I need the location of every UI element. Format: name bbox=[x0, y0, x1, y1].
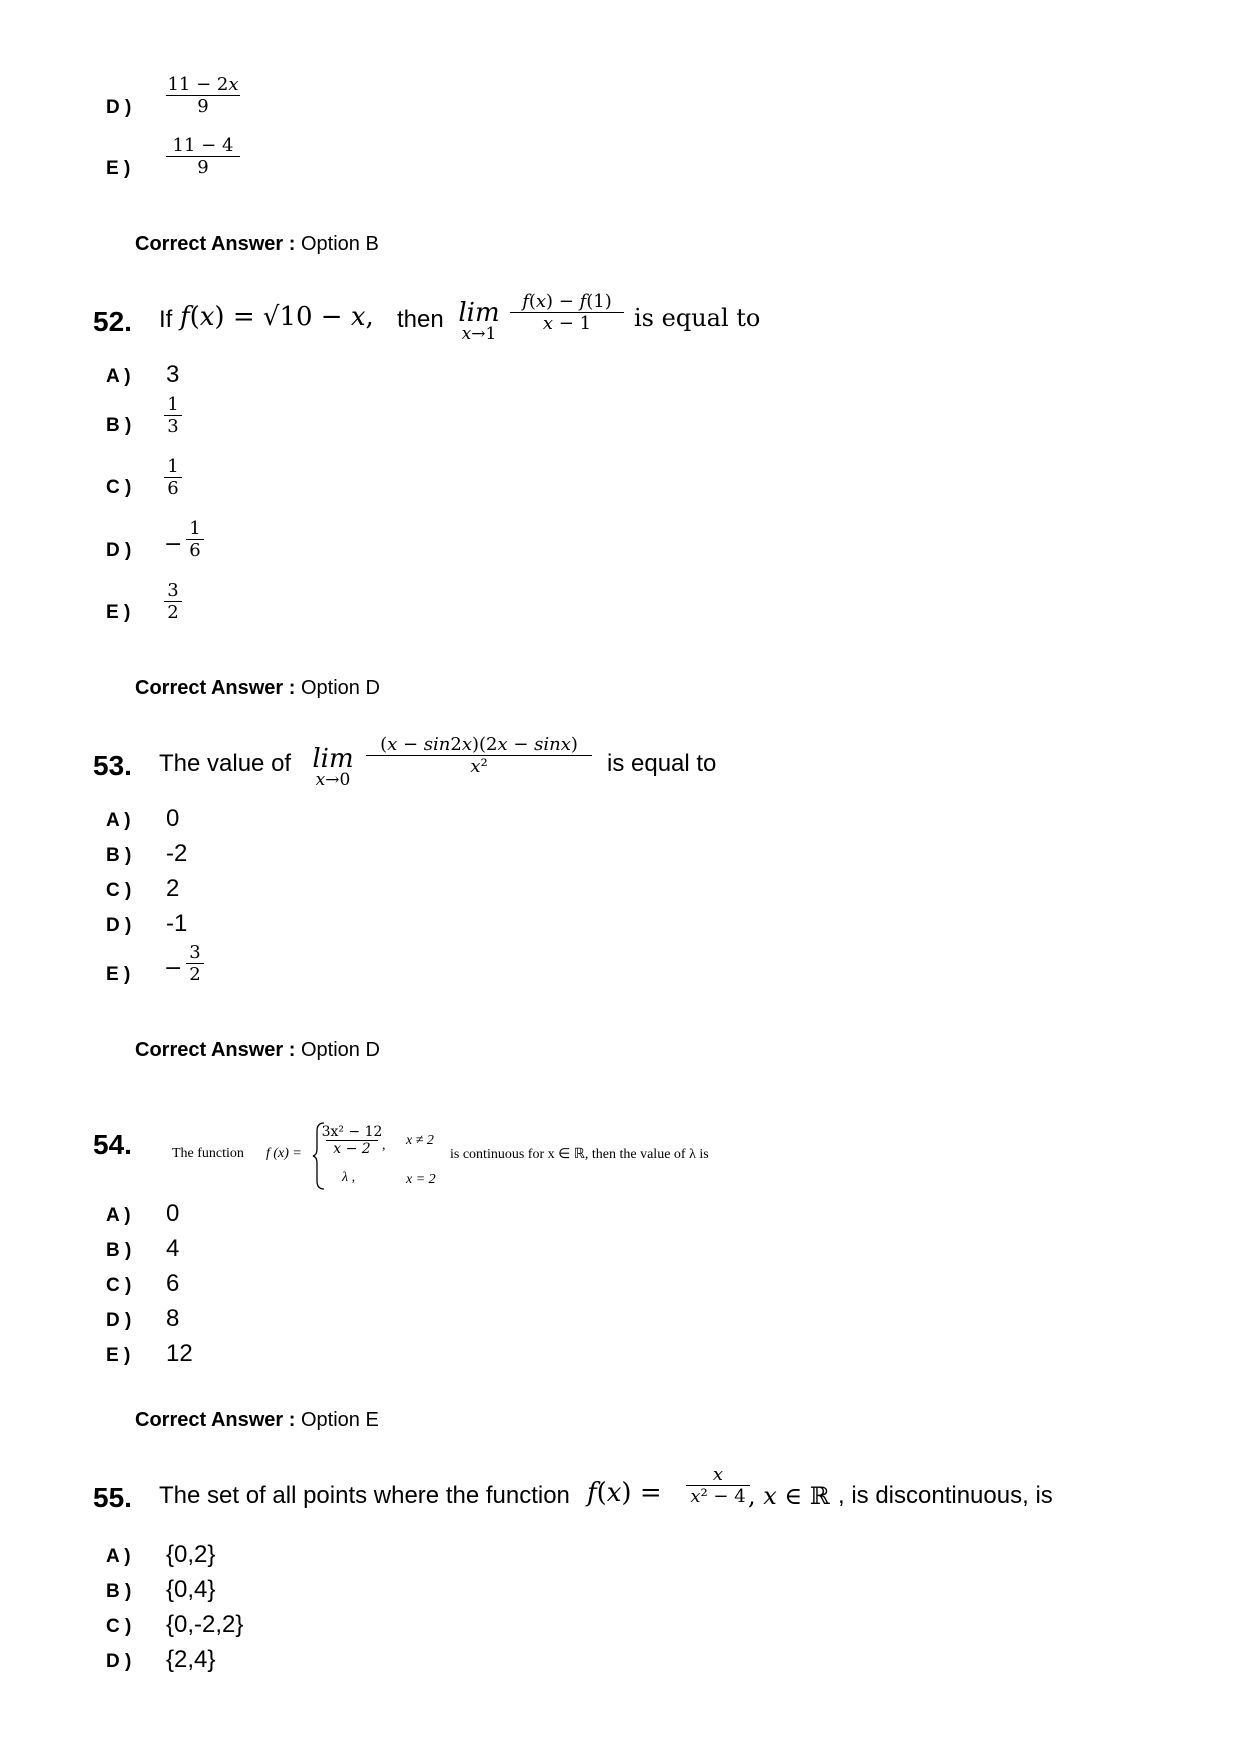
option-label: E ) bbox=[106, 964, 131, 985]
fraction bbox=[686, 1464, 750, 1507]
fraction bbox=[366, 734, 592, 777]
option-label: B ) bbox=[106, 845, 132, 866]
case-separator: , bbox=[382, 1138, 386, 1153]
fraction bbox=[164, 394, 182, 437]
answer-prefix: Correct Answer : bbox=[135, 1039, 296, 1061]
correct-answer bbox=[135, 1409, 379, 1432]
fraction-denominator: x − 2 bbox=[333, 1141, 371, 1157]
fraction-denominator: 9 bbox=[197, 96, 209, 117]
option-label: E ) bbox=[106, 158, 131, 179]
limit-subscript: 𝑥→0 bbox=[315, 770, 351, 790]
limit bbox=[306, 744, 360, 790]
option-label: C ) bbox=[106, 1616, 132, 1637]
fraction-numerator: 𝑥 bbox=[712, 1464, 724, 1485]
question-text: The set of all points where the function bbox=[159, 1482, 570, 1509]
minus-sign: − bbox=[164, 532, 183, 557]
fraction-numerator: 𝑓(𝑥) − 𝑓(1) bbox=[522, 291, 612, 312]
option-label: D ) bbox=[106, 1310, 132, 1331]
fraction-numerator: 3 bbox=[167, 580, 179, 601]
fraction bbox=[186, 518, 204, 561]
option-label: A ) bbox=[106, 810, 131, 831]
case-condition: x ≠ 2 bbox=[406, 1133, 434, 1148]
case-condition: x = 2 bbox=[406, 1172, 436, 1187]
option-value: 0 bbox=[166, 1200, 180, 1227]
answer-value: Option D bbox=[300, 1039, 380, 1061]
option-label: D ) bbox=[106, 540, 132, 561]
question-text: If bbox=[159, 306, 173, 333]
fraction-numerator: (𝑥 − 𝑠𝑖𝑛2𝑥)(2𝑥 − 𝑠𝑖𝑛𝑥) bbox=[380, 734, 578, 755]
option-value: -1 bbox=[166, 910, 188, 937]
fraction-denominator: 6 bbox=[167, 478, 179, 499]
option-label: E ) bbox=[106, 1345, 131, 1366]
fraction bbox=[166, 135, 240, 178]
option-value: {0,4} bbox=[166, 1576, 216, 1603]
answer-value: Option B bbox=[300, 233, 379, 255]
option-value: 2 bbox=[166, 875, 180, 902]
limit-symbol: 𝑙𝑖𝑚 bbox=[312, 744, 354, 774]
option-label: C ) bbox=[106, 880, 132, 901]
option-value: {0,-2,2} bbox=[166, 1611, 244, 1638]
option-label: D ) bbox=[106, 915, 132, 936]
option-label: D ) bbox=[106, 1651, 132, 1672]
fraction-numerator: 1 bbox=[167, 456, 179, 477]
fraction bbox=[510, 291, 624, 334]
domain-text: , 𝑥 ∈ ℝ bbox=[748, 1482, 830, 1510]
option-label: C ) bbox=[106, 477, 132, 498]
fraction-denominator: 6 bbox=[189, 540, 201, 561]
limit-subscript: 𝑥→1 bbox=[461, 324, 497, 344]
question-number: 54. bbox=[93, 1129, 132, 1160]
option-value: 4 bbox=[166, 1235, 180, 1262]
question-text: , is discontinuous, is bbox=[838, 1482, 1053, 1509]
option-label: B ) bbox=[106, 1240, 132, 1261]
option-value: {2,4} bbox=[166, 1646, 216, 1673]
limit-symbol: 𝑙𝑖𝑚 bbox=[458, 298, 500, 328]
option-label: E ) bbox=[106, 602, 131, 623]
option-value: {0,2} bbox=[166, 1541, 216, 1568]
fraction-denominator: 2 bbox=[167, 602, 179, 623]
option-value: 6 bbox=[166, 1270, 180, 1297]
fraction-numerator: 11 − 4 bbox=[172, 135, 234, 156]
limit bbox=[453, 298, 505, 344]
fraction bbox=[164, 456, 182, 499]
question-text: The value of bbox=[159, 750, 292, 777]
option-label: D ) bbox=[106, 97, 132, 118]
question-number: 52. bbox=[93, 306, 132, 337]
fraction-denominator: 𝑥² − 4 bbox=[690, 1486, 746, 1507]
minus-sign: − bbox=[164, 956, 183, 981]
correct-answer bbox=[135, 1039, 380, 1062]
fraction-numerator: 1 bbox=[189, 518, 201, 539]
fraction-denominator: 3 bbox=[167, 416, 179, 437]
answer-prefix: Correct Answer : bbox=[135, 233, 296, 255]
option-label: A ) bbox=[106, 366, 131, 387]
fraction bbox=[186, 942, 204, 985]
function-definition: 𝑓(𝑥) = bbox=[587, 1478, 662, 1508]
fraction-numerator: 11 − 2𝑥 bbox=[167, 74, 239, 95]
fraction-denominator: 2 bbox=[189, 964, 201, 985]
fraction-numerator: 3x² − 12 bbox=[321, 1124, 383, 1140]
answer-prefix: Correct Answer : bbox=[135, 1409, 296, 1431]
option-value: -2 bbox=[166, 840, 188, 867]
question-number: 55. bbox=[93, 1482, 132, 1513]
question-text: then bbox=[397, 306, 444, 333]
option-value: 0 bbox=[166, 805, 180, 832]
option-label: B ) bbox=[106, 1581, 132, 1602]
option-label: C ) bbox=[106, 1275, 132, 1296]
option-value: 3 bbox=[166, 361, 180, 388]
fraction bbox=[164, 580, 182, 623]
answer-value: Option D bbox=[300, 677, 380, 699]
answer-prefix: Correct Answer : bbox=[135, 677, 296, 699]
question-number: 53. bbox=[93, 750, 132, 781]
question-text: is equal to bbox=[634, 304, 761, 332]
fraction-denominator: 𝑥 − 1 bbox=[542, 313, 592, 334]
fraction bbox=[166, 74, 240, 117]
function-definition: 𝑓(𝑥) = √10 − 𝑥, bbox=[180, 302, 374, 332]
fraction bbox=[321, 1124, 383, 1157]
case-value: λ , bbox=[342, 1170, 356, 1185]
fraction-denominator: 𝑥² bbox=[470, 756, 488, 777]
option-label: B ) bbox=[106, 415, 132, 436]
correct-answer bbox=[135, 233, 379, 256]
function-definition: f (x) = bbox=[266, 1146, 302, 1161]
question-text: is continuous for x ∈ ℝ, then the value of λ is bbox=[450, 1147, 709, 1162]
question-text: is equal to bbox=[607, 750, 717, 777]
question-text: The function bbox=[172, 1146, 244, 1161]
fraction-numerator: 1 bbox=[167, 394, 179, 415]
answer-value: Option E bbox=[300, 1409, 379, 1431]
option-label: A ) bbox=[106, 1546, 131, 1567]
option-label: A ) bbox=[106, 1205, 131, 1226]
option-value: 12 bbox=[166, 1340, 193, 1367]
fraction-denominator: 9 bbox=[197, 157, 209, 178]
correct-answer bbox=[135, 677, 380, 700]
option-value: 8 bbox=[166, 1305, 180, 1332]
fraction-numerator: 3 bbox=[189, 942, 201, 963]
